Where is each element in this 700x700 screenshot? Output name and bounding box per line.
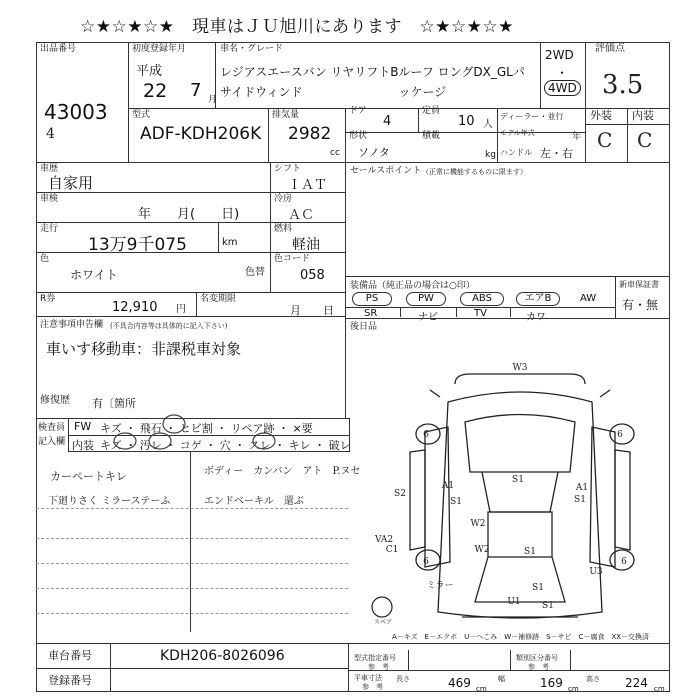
spare-label: スペア: [374, 619, 393, 626]
sales-sub: （正常に機能するものに限ます）: [422, 168, 527, 176]
hw-note-3: 下廻りさく ミラーステーふ: [48, 496, 171, 507]
seats: 10: [458, 114, 475, 129]
type-cert-label: 型式指定番号: [354, 654, 396, 662]
damage-mark: W3: [512, 363, 528, 373]
check-fw-title: FW: [74, 420, 92, 433]
height-label: 高さ: [586, 675, 600, 683]
type-cert-ref: 参 考: [368, 663, 389, 671]
recycle-unit: 円: [176, 304, 186, 315]
damage-mark: 6: [423, 430, 429, 440]
damage-mark: S1: [532, 583, 544, 593]
repair-label: 修復歴: [40, 395, 70, 406]
warranty: 有・無: [622, 298, 659, 312]
history: 自家用: [48, 174, 94, 192]
damage-mark: S1: [512, 475, 524, 485]
color: ホワイト: [70, 268, 118, 282]
damage-mark: 6: [621, 557, 627, 567]
displacement-unit: cc: [330, 148, 340, 158]
damage-mark: 6: [423, 557, 429, 567]
mileage-label: 走行: [40, 224, 59, 234]
equip-navi: ナビ: [418, 312, 438, 323]
car-name-line1: レジアスエースバン リヤリフトBルーフ ロングDX_GLパ: [220, 65, 525, 79]
repair: 有〔箇所: [92, 397, 136, 410]
inspection: 年 月( 日): [138, 207, 240, 222]
width-label: 幅: [498, 675, 505, 683]
color-code: 058: [300, 268, 325, 283]
equip-ps: PS: [352, 292, 392, 306]
seats-label: 定員: [422, 106, 441, 116]
inspection-label: 車検: [40, 194, 59, 204]
model: ADF-KDH206K: [140, 124, 262, 144]
damage-mark: W2: [470, 519, 486, 529]
shift: ＩＡＴ: [288, 178, 328, 193]
shift-label: シフト: [274, 164, 302, 174]
chassis-number: KDH206-8026096: [160, 648, 285, 664]
hw-note-4: エンドベーキル 還ぶ: [204, 496, 304, 507]
history-label: 車歴: [40, 164, 59, 174]
drive-2wd: 2WD: [545, 48, 574, 62]
sales-label: セールスポイント: [350, 166, 422, 176]
chassis-label: 車台番号: [48, 649, 92, 662]
handle: 左・右: [540, 147, 573, 160]
check-label-1: 検査員: [38, 423, 66, 433]
recycle-fee: 12,910: [112, 300, 158, 315]
damage-mark: 6: [617, 430, 623, 440]
height-unit: cm: [654, 685, 665, 693]
title-limit: 月 日: [290, 304, 334, 317]
length: 469: [448, 676, 471, 690]
mileage: 13万9千075: [88, 235, 187, 255]
equipment-label: 装備品: [350, 281, 378, 291]
seats-unit: 人: [483, 119, 493, 130]
reg-year: 22: [143, 80, 168, 102]
equip-pw: PW: [406, 292, 446, 306]
shape-label: 形状: [349, 131, 368, 141]
dims-label: 平車寸法: [354, 674, 382, 682]
damage-mark: C1: [385, 545, 399, 555]
color-change-label: 色替: [245, 267, 265, 278]
car-name-label: 車名・グレード: [220, 44, 284, 54]
damage-mark: S1: [450, 497, 462, 507]
equipment-sub: （純正品の場合は○印）: [377, 281, 475, 291]
check-interior-title: 内装: [72, 439, 94, 452]
title-limit-label: 名変期限: [200, 294, 237, 304]
score: 3.5: [602, 70, 644, 100]
fuel-label: 燃料: [274, 224, 293, 234]
color-code-label: 色コード: [274, 254, 311, 264]
displacement-label: 排気量: [272, 110, 300, 120]
exterior-label: 外装: [590, 109, 612, 122]
damage-mark: ミラー: [426, 581, 454, 591]
reg-date-label: 初度登録年月: [132, 44, 187, 54]
mileage-unit: km: [222, 237, 238, 248]
dims-ref: 参 考: [362, 683, 383, 691]
class-label: 類別区分番号: [516, 654, 558, 662]
class-ref: 参 考: [528, 663, 549, 671]
equip-sr: SR: [364, 308, 378, 319]
fuel: 軽油: [292, 237, 320, 253]
era: 平成: [136, 64, 163, 79]
hw-note-1: カーペートキレ: [50, 470, 127, 483]
equip-tv: TV: [474, 308, 487, 319]
check-interior-items: キズ ・ 汚レ ・ コゲ ・ 穴 ・ スレ ・ キレ ・ 破レ: [100, 439, 351, 452]
header-banner: ☆★☆★☆★ 現車はＪＵ旭川にあります ☆★☆★☆★: [80, 17, 514, 37]
equip-airbag: エアB: [516, 292, 560, 306]
damage-mark: VA2: [374, 535, 394, 545]
length-label: 長さ: [396, 675, 410, 683]
damage-legend: A－キズ E－エクボ U－へこみ W－補修跡 S－サビ C－腐食 XX－交換済: [392, 633, 650, 641]
damage-mark: W2: [474, 545, 490, 555]
door-label: ドア: [349, 106, 367, 116]
height: 224: [625, 676, 648, 690]
car-name-line2: サイドウィンド ッケージ: [220, 85, 447, 99]
lot-suffix: 4: [46, 126, 55, 142]
warranty-label: 新車保証書: [619, 280, 659, 289]
equip-aw: AW: [580, 293, 597, 304]
damage-mark: A1: [441, 481, 455, 491]
damage-mark: A1: [575, 483, 589, 493]
damage-mark: U1: [507, 597, 521, 607]
shape: ソノタ: [358, 146, 390, 159]
notes-text: 車いす移動車：非課税車対象: [46, 340, 242, 358]
check-marks: [68, 414, 388, 454]
equip-abs: ABS: [460, 292, 504, 306]
score-label: 評価点: [595, 43, 625, 54]
hw-note-2: ボディー カンバン アト P.ヌセ: [204, 466, 361, 477]
equip-leather: カワ: [526, 312, 546, 323]
reg-month: 7: [190, 80, 202, 101]
damage-mark: S1: [542, 601, 554, 611]
load-label: 積載: [422, 131, 441, 141]
notes-sub: (不具合内容等は具体的に記入下さい): [110, 322, 228, 330]
exterior-score: C: [597, 128, 613, 152]
handle-label: ハンドル: [500, 148, 532, 157]
damage-mark: S1: [574, 495, 586, 505]
lot-number: 43003: [44, 100, 108, 124]
width: 169: [540, 676, 563, 690]
check-label-2: 記入欄: [38, 437, 66, 447]
dealer-label: ディーラー・並行: [500, 112, 564, 121]
ac: ＡＣ: [288, 208, 315, 223]
damage-mark: S2: [394, 489, 406, 499]
displacement: 2982: [288, 124, 332, 144]
regno-label: 登録番号: [48, 674, 92, 687]
after-items-label: 後日品: [350, 322, 378, 332]
load-unit: kg: [485, 150, 496, 160]
width-unit: cm: [568, 685, 579, 693]
recycle-label: R券: [40, 294, 56, 304]
interior-label: 内装: [632, 109, 654, 122]
damage-mark: S1: [524, 547, 536, 557]
color-label: 色: [40, 254, 50, 264]
interior-score: C: [637, 128, 653, 152]
reg-month-unit: 月: [208, 95, 218, 105]
vehicle-damage-diagram: [370, 362, 670, 632]
length-unit: cm: [476, 685, 487, 693]
drive-dot: ・: [556, 66, 569, 80]
door: 4: [383, 114, 392, 129]
check-fw-items: キズ ・ 飛石 ・ ヒビ割 ・ リペア跡 ・ ×要: [100, 422, 313, 435]
drive-4wd: 4WD: [544, 80, 581, 96]
model-year-unit: 年: [572, 132, 582, 142]
ac-label: 冷房: [274, 194, 293, 204]
model-label: 型式: [132, 110, 151, 120]
notes-label: 注意事項申告欄: [40, 320, 104, 330]
model-year-label: モデル年式: [500, 129, 535, 137]
damage-mark: U3: [589, 567, 603, 577]
lot-label: 出品番号: [40, 44, 77, 54]
